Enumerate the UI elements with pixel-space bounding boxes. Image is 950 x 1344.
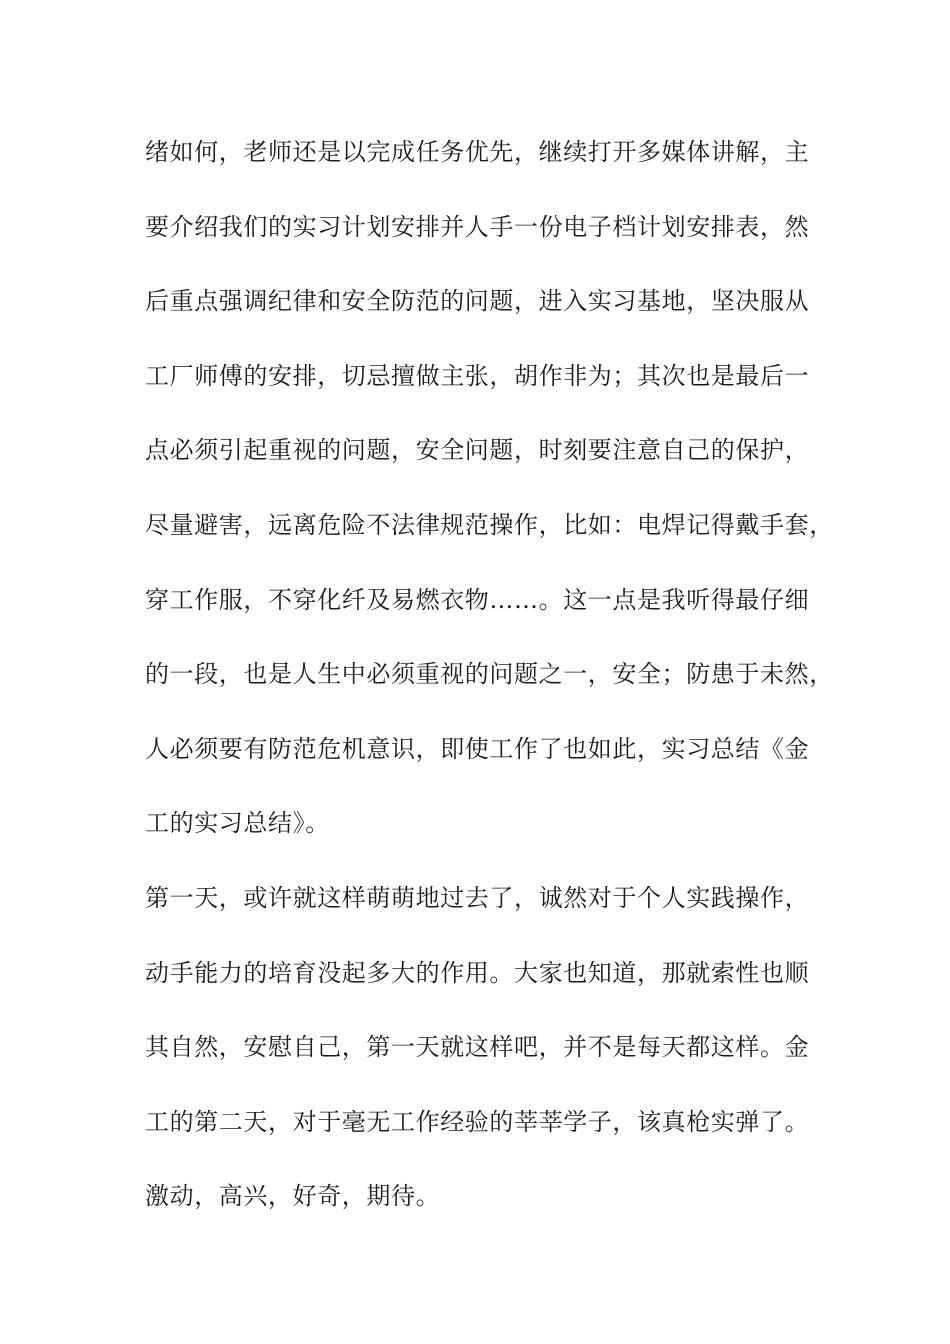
text-line: 点必须引起重视的问题，安全问题，时刻要注意自己的保护，: [145, 436, 810, 465]
text-line: 后重点强调纪律和安全防范的问题，进入实习基地，坚决服从: [145, 287, 810, 316]
text-line: 激动，高兴，好奇，期待。: [145, 1182, 441, 1211]
text-line: 第一天，或许就这样萌萌地过去了，诚然对于个人实践操作，: [145, 883, 810, 912]
text-line: 要介绍我们的实习计划安排并人手一份电子档计划安排表，然: [145, 212, 810, 241]
document-body: [145, 126, 835, 1245]
text-line: 工厂师傅的安排，切忌擅做主张，胡作非为；其次也是最后一: [145, 361, 810, 390]
text-line: 动手能力的培育没起多大的作用。大家也知道，那就索性也顺: [145, 958, 810, 987]
text-line: 的一段，也是人生中必须重视的问题之一，安全；防患于未然，: [145, 660, 834, 689]
text-line: 穿工作服，不穿化纤及易燃衣物……。这一点是我听得最仔细: [145, 585, 810, 614]
text-line: 绪如何，老师还是以完成任务优先，继续打开多媒体讲解，主: [145, 138, 810, 166]
text-line: 人必须要有防范危机意识，即使工作了也如此，实习总结《金: [145, 734, 810, 763]
text-line: 工的第二天，对于毫无工作经验的莘莘学子，该真枪实弹了。: [145, 1107, 810, 1136]
text-line: 工的实习总结》。: [145, 809, 330, 838]
text-line: 其自然，安慰自己，第一天就这样吧，并不是每天都这样。金: [145, 1033, 810, 1062]
text-line: 尽量避害，远离危险不法律规范操作，比如：电焊记得戴手套，: [145, 510, 834, 539]
